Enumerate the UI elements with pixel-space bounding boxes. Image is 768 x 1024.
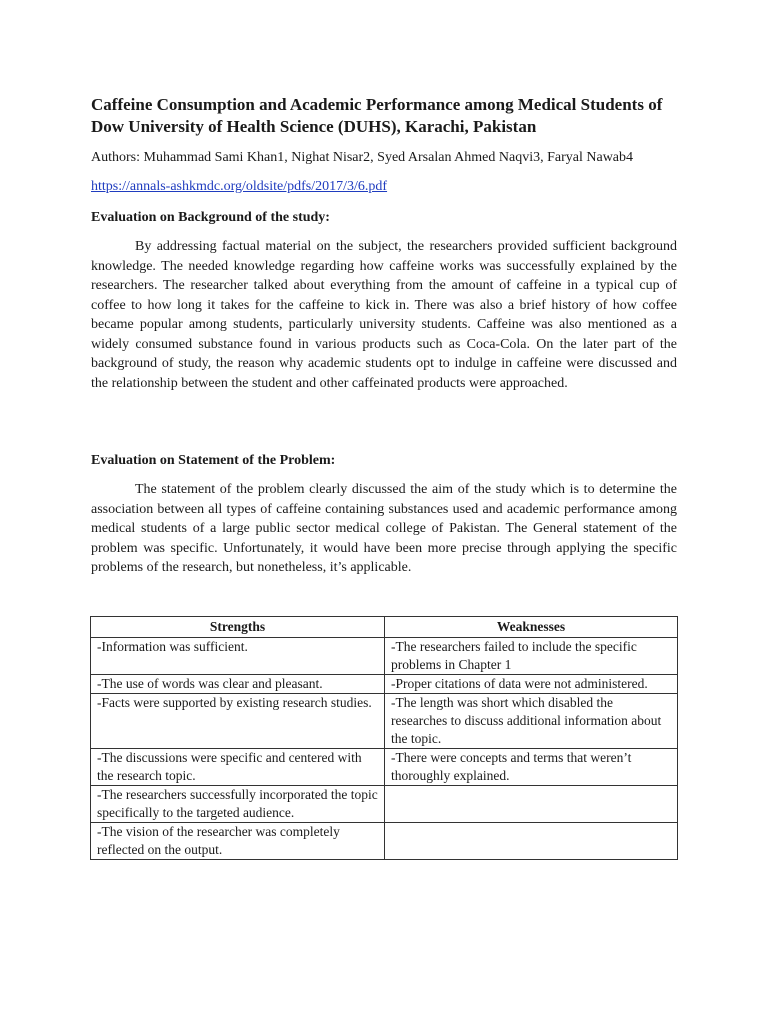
- table-row: [91, 694, 678, 749]
- weakness-cell: -There were concepts and terms that weren’t thoroughly explained.: [385, 749, 678, 786]
- table-row: [91, 823, 678, 860]
- weakness-cell: -The researchers failed to include the specific problems in Chapter 1: [385, 638, 678, 675]
- table-row: [91, 638, 678, 675]
- section-body-background: By addressing factual material on the subject, the researchers provided sufficient background knowledge. The needed knowledge regarding how caffeine works was successfully explained by the researchers. The researcher talked about everything from the amount of caffeine in a typical cup of coffee to how long it takes for the caffeine to kick in. There was also a brief history of how coffee became popular among students, particularly university students. Caffeine was also mentioned as a widely consumed substance found in various products such as Coca-Cola. On the later part of the background of study, the reason why academic students opt to indulge in caffeine were discussed and the relationship between the student and other caffeinated products were approached.: [91, 239, 677, 391]
- weakness-cell: -The length was short which disabled the researches to discuss additional information about the topic.: [385, 694, 678, 749]
- table-row: [91, 749, 678, 786]
- strength-cell: -The vision of the researcher was completely reflected on the output.: [91, 823, 385, 860]
- source-link[interactable]: https://annals-ashkmdc.org/oldsite/pdfs/2017/3/6.pdf: [91, 179, 388, 194]
- strengths-weaknesses-table: [90, 616, 678, 860]
- weakness-cell: [385, 823, 678, 860]
- strength-cell: -The use of words was clear and pleasant.: [91, 675, 385, 694]
- authors-line: Authors: Muhammad Sami Khan1, Nighat Nisar2, Syed Arsalan Ahmed Naqvi3, Faryal Nawab4: [91, 150, 634, 165]
- table-row: [91, 675, 678, 694]
- document-title: Caffeine Consumption and Academic Performance among Medical Students of Dow University of Health Science (DUHS), Karachi, Pakistan: [91, 95, 663, 136]
- section-body-problem: The statement of the problem clearly discussed the aim of the study which is to determine the association between all types of caffeine containing substances used and academic performance among medical students of a large public sector medical college of Pakistan. The General statement of the problem was specific. Unfortunately, it would have been more precise through applying the specific problems of the research, but nonetheless, it’s applicable.: [91, 482, 677, 575]
- table-row: [91, 786, 678, 823]
- strength-cell: -Facts were supported by existing research studies.: [91, 694, 385, 749]
- weakness-cell: [385, 786, 678, 823]
- strength-cell: -The discussions were specific and centered with the research topic.: [91, 749, 385, 786]
- header-weaknesses: Weaknesses: [385, 617, 678, 638]
- weakness-cell: -Proper citations of data were not administered.: [385, 675, 678, 694]
- section-heading-problem: Evaluation on Statement of the Problem:: [91, 453, 336, 468]
- header-strengths: Strengths: [91, 617, 385, 638]
- section-heading-background: Evaluation on Background of the study:: [91, 210, 330, 225]
- table-header-row: [91, 617, 678, 638]
- strength-cell: -The researchers successfully incorporated the topic specifically to the targeted audience.: [91, 786, 385, 823]
- strength-cell: -Information was sufficient.: [91, 638, 385, 675]
